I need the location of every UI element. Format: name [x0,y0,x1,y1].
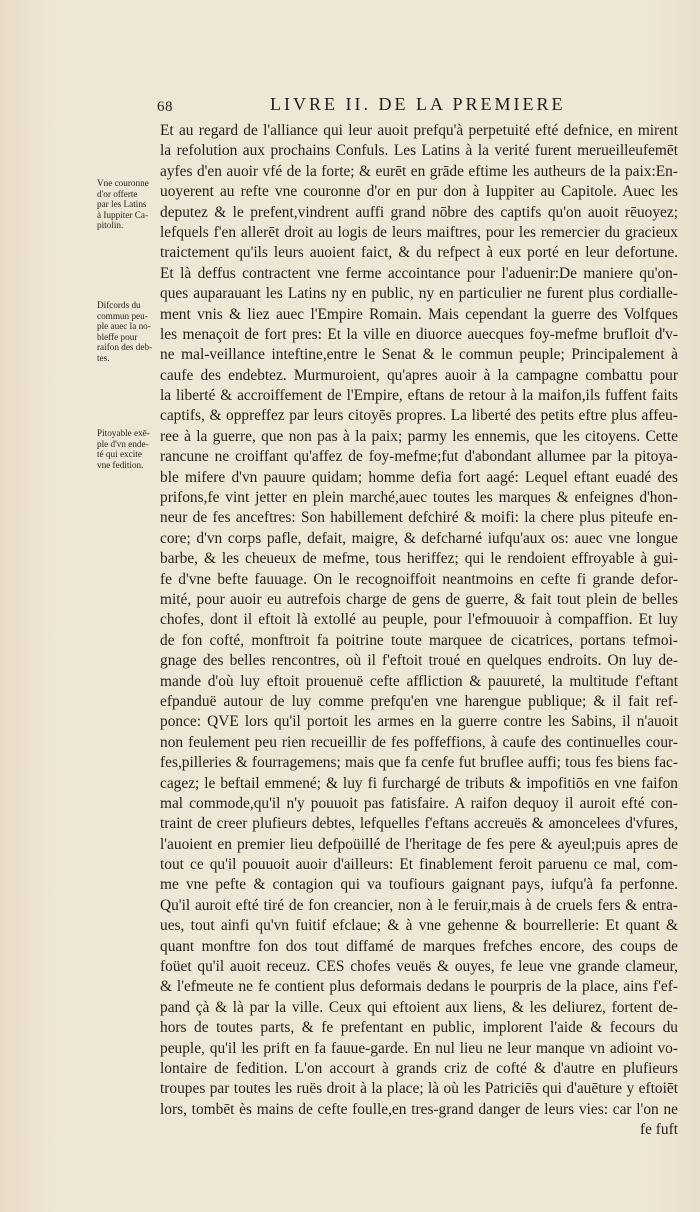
margin-note-line: pitolin. [97,220,124,230]
body-line: mal commode,qu'il n'y pouuoit pas fatisfaire. A raifon dequoy il auroit efté con- [160,794,678,812]
body-line: barbe, & les cheueux de mefme, tous heriffez; qui le rendoient effroyable à gui- [160,550,678,568]
body-line: fe d'vne befte fauuage. On le recognoiffoit neantmoins en cefte fi grande defor- [160,570,678,588]
body-line: mité, pour auoir eu autrefois charge de gens de guerre, & fait tout plein de belles [160,590,678,608]
body-line: neur de fes anceftres: Son habillement defchiré & moifi: la chere plus piteufe en- [160,509,678,527]
body-line: ues, tout ainfi qu'vn fuitif efclaue; & à vne gehenne & bourrellerie: Et quant & [160,917,678,935]
margin-note-discords [97,300,159,363]
body-line: & l'efmeute ne fe contient plus deformais dedans le pourpris de la place, ains f'ef- [160,978,678,996]
body-line: ree à la guerre, que non pas à la paix; parmy les ennemis, que les citoyens. Cette [160,427,678,445]
body-line: prifons,fe vint jetter en plein marché,auec toutes les marques & enfeignes d'hon- [160,489,678,507]
margin-note-line: ple auec la no- [97,321,151,331]
running-title: LIVRE II. DE LA PREMIERE [270,94,566,114]
margin-note-line: à Iuppiter Ca- [97,209,149,220]
margin-note-line: Pitoyable exē- [97,428,150,438]
margin-note-line: tes. [97,352,110,363]
body-line: core; d'vn corps pafle, defait, maigre, & defcharné iufqu'aux os: auec vne longue [160,529,678,547]
body-line: Et là deffus contractent vne ferme accointance pour l'aduenir:De maniere qu'on- [160,264,678,282]
margin-note-line: bleffe pour [97,331,138,342]
body-line: chofes, dont il eftoit là extollé au peuple, pour l'efmouuoir à compaffion. Et luy [160,611,678,629]
body-line: fes,pilleries & fourragemens; mais que fa cenfe fut bruflee auffi; tous fes biens fac- [160,754,678,772]
body-line: peuple, qu'il les prift en fa fauue-garde. En nul lieu ne leur manque vn adioint vo- [160,1039,678,1057]
margin-note-line: d'or offerte [97,188,138,199]
body-line: tout ce qu'il pouuoit auoir d'ailleurs: Et finablement feroit paruenu ce mal, com- [160,856,678,874]
body-line: gnage des belles rencontres, où il f'eftoit troué en quelques endroits. On luy de- [160,652,678,670]
body-line: quant monftre fon dos tout diffamé de marques frefches encore, des coups de [160,937,678,955]
margin-note-line: raifon des deb- [97,342,153,352]
page-number: 68 [157,99,173,115]
body-line: ble mifere d'vn pauure quidam; homme defia fort aagé: Lequel eftant euadé des [160,468,678,486]
body-line: de fon cofté, monftroit fa poitrine toute marquee de cicatrices, portans tefmoi- [160,631,678,649]
body-line: troupes par toutes les ruës droit à la place; là où les Patriciēs qui d'auēture y eftoiēt [160,1080,678,1098]
body-line: lors, tombēt ès mains de cefte foulle,en tres-grand danger de leurs vies: car l'on ne [160,1100,678,1118]
body-text [160,121,678,1141]
body-line: lontaire de fedition. L'on accourt à grands criz de cofté & d'autre en plufieurs [160,1059,678,1077]
body-line: les menaçoit de fort pres: Et la ville en diuorce auecques foy-mefme brufloit d'v- [160,325,678,343]
body-line: hors de toutes parts, & fe prefentant en public, implorent l'aide & fecours du [160,1019,678,1037]
body-line: ayfes d'en auoir vfé de la forte; & eurēt en grāde eftime les autheurs de la paix:En- [160,162,678,180]
body-line: cagez; le beftail emmené; & luy fi furchargé de tributs & impofitiōs en vne faifon [160,774,678,792]
body-line: me vne pefte & contagion qui va toufiours gaignant pays, iufqu'à fa perfonne. [160,876,678,894]
body-line: mande d'où luy eftoit prouenuë cefte affliction & pauureté, la multitude f'eftant [160,672,678,690]
body-line: Qu'il auroit efté tiré de fon creancier, non à le feruir,mais à de cruels fers & entra- [160,896,678,914]
body-line: captifs, & oppreffez par leurs citoyēs propres. La liberté des petits eftre plus affeu- [160,407,678,425]
margin-note-line: Vne couronne [97,178,149,188]
body-line: traictement qu'ils leurs auoient faict, & du refpect à eux porté en leur defortune. [160,244,678,262]
body-line: ne mal-veillance inteftine,entre le Senat & le commun peuple; Principalement à [160,346,678,364]
body-line: ques auparauant les Latins ny en public, ny en particulier ne furent plus cordialle- [160,285,678,303]
body-line: la refolution aux prochains Confuls. Les Latins à la verité furent merueilleufemēt [160,142,678,160]
body-line: pand çà & là par la ville. Ceux qui eftoient aux liens, & les deliurez, fortent de- [160,998,678,1016]
body-line: foüet qu'il auoit receuz. CES chofes veuës & ouyes, fe leue vne grande clameur, [160,958,678,976]
margin-note-crown [97,178,159,231]
body-line: uoyerent au refte vne couronne d'or en pur don à Iuppiter au Capitole. Auec les [160,183,678,201]
body-line: efpanduë autour de luy comme prefqu'en vne harengue publique; & il fait ref- [160,692,678,710]
body-line: traint de creer plufieurs debtes, lefquelles f'eftans accreuës & amoncelees d'vfures, [160,815,678,833]
margin-note-line: té qui excite [97,449,142,459]
body-line: Et au regard de l'alliance qui leur auoit prefqu'à perpetuité efté defnice, en mirent [160,122,678,139]
body-line: la liberté & accroiffement de l'Empire, eftans de retour à la maifon,ils fuffent faits [160,387,678,405]
body-line: l'auoient en premier lieu defpoüillé de l'heritage de fes pere & ayeul;puis apres de [160,835,678,853]
body-line: deputez & le prefent,vindrent auffi grand nōbre des captifs qu'on auoit rēuoyez; [160,203,678,221]
margin-note-line: commun peu- [97,310,148,321]
body-line: caufe des endebtez. Murmuroient, qu'apres auoir à la campagne combattu pour [160,366,678,384]
body-line: fe fuft [639,1121,678,1139]
body-line: non feulement peu rien recueillir de fes poffeffions, à caufe des continuelles cour- [160,733,678,751]
body-line: ponce: QVE lors qu'il portoit les armes en la guerre contre les Sabins, il n'auoit [160,713,678,731]
margin-note-pitiable-example [97,428,159,470]
margin-note-line: par les Latins [97,199,147,209]
margin-note-line: ple d'vn ende- [97,438,149,449]
body-line: rancune ne croiffant qu'affez de foy-mefme;fut d'abondant allumee par la pitoya- [160,448,678,466]
body-line: lefquels f'en allerēt droit au logis de leurs maiftres, pour les remercier du gracieux [160,223,678,241]
margin-note-line: Difcords du [97,300,141,310]
margin-note-line: vne fedition. [97,459,144,470]
body-line: ment vnis & liez auec l'Empire Romain. Mais cependant la guerre des Volfques [160,305,678,323]
